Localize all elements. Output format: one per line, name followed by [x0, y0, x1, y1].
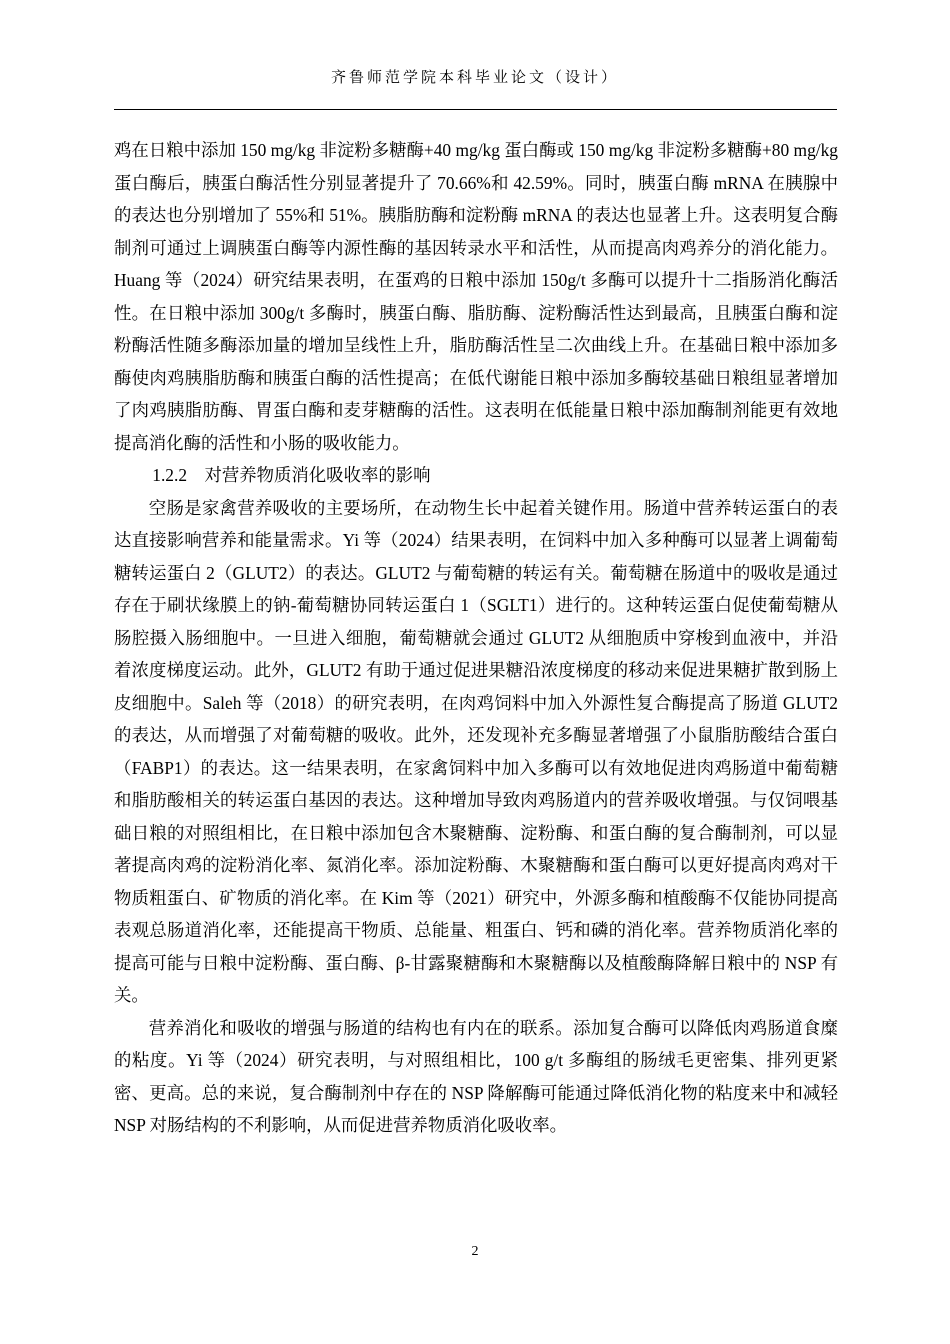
- paragraph-intestinal-structure: 营养消化和吸收的增强与肠道的结构也有内在的联系。添加复合酶可以降低肉鸡肠道食糜的粘度。Yi 等（2024）研究表明，与对照组相比，100 g/t 多酶组的肠绒毛更密集、排列更紧密、更高。总的来说，复合酶制剂中存在的 NSP 降解酶可能通过降低消化物的粘度来中和减轻 NSP 对肠结构的不利影响，从而促进营养物质消化吸收率。: [114, 1017, 838, 1135]
- paragraph-continued: 鸡在日粮中添加 150 mg/kg 非淀粉多糖酶+40 mg/kg 蛋白酶或 150 mg/kg 非淀粉多糖酶+80 mg/kg 蛋白酶后，胰蛋白酶活性分别显著提升了 70.66%和 42.59%。同时，胰蛋白酶 mRNA 在胰腺中的表达也分别增加了 55%和 51%。胰脂肪酶和淀粉酶 mRNA 的表达也显著上升。这表明复合酶制剂可通过上调胰蛋白酶等内源性酶的基因转录水平和活性，从而提高肉鸡养分的消化能力。Huang 等（2024）研究结果表明，在蛋鸡的日粮中添加 150g/t 多酶可以提升十二指肠消化酶活性。在日粮中添加 300g/t 多酶时，胰蛋白酶、脂肪酶、淀粉酶活性达到最高，且胰蛋白酶和淀粉酶活性随多酶添加量的增加呈线性上升，脂肪酶活性呈二次曲线上升。在基础日粮中添加多酶使肉鸡胰脂肪酶和胰蛋白酶的活性提高；在低代谢能日粮中添加多酶较基础日粮组显著增加了肉鸡胰脂肪酶、胃蛋白酶和麦芽糖酶的活性。这表明在低能量日粮中添加酶制剂能更有效地提高消化酶的活性和小肠的吸收能力。: [114, 140, 838, 453]
- running-header-title: 齐鲁师范学院本科毕业论文（设计）: [330, 70, 619, 86]
- section-heading: 1.2.2 对营养物质消化吸收率的影响: [152, 465, 431, 485]
- header-divider: [114, 109, 837, 110]
- body-text: [114, 134, 838, 1142]
- page-number: 2: [471, 1244, 479, 1259]
- paragraph-nutrient-absorption: 空肠是家禽营养吸收的主要场所，在动物生长中起着关键作用。肠道中营养转运蛋白的表达直接影响营养和能量需求。Yi 等（2024）结果表明，在饲料中加入多种酶可以显著上调葡萄糖转运蛋白 2（GLUT2）的表达。GLUT2 与葡萄糖的转运有关。葡萄糖在肠道中的吸收是通过存在于刷状缘膜上的钠-葡萄糖协同转运蛋白 1（SGLT1）进行的。这种转运蛋白促使葡萄糖从肠腔摄入肠细胞中。一旦进入细胞，葡萄糖就会通过 GLUT2 从细胞质中穿梭到血液中，并沿着浓度梯度运动。此外，GLUT2 有助于通过促进果糖沿浓度梯度的移动来促进果糖扩散到肠上皮细胞中。Saleh 等（2018）的研究表明，在肉鸡饲料中加入外源性复合酶提高了肠道 GLUT2 的表达，从而增强了对葡萄糖的吸收。此外，还发现补充多酶显著增强了小鼠脂肪酸结合蛋白（FABP1）的表达。这一结果表明，在家禽饲料中加入多酶可以有效地促进肉鸡肠道中葡萄糖和脂肪酸相关的转运蛋白基因的表达。这种增加导致肉鸡肠道内的营养吸收增强。与仅饲喂基础日粮的对照组相比，在日粮中添加包含木聚糖酶、淀粉酶、和蛋白酶的复合酶制剂，可以显著提高肉鸡的淀粉消化率、氮消化率。添加淀粉酶、木聚糖酶和蛋白酶可以更好提高肉鸡对干物质粗蛋白、矿物质的消化率。在 Kim 等（2021）研究中，外源多酶和植酸酶不仅能协同提高表观总肠道消化率，还能提高干物质、总能量、粗蛋白、钙和磷的消化率。营养物质消化率的提高可能与日粮中淀粉酶、蛋白酶、β-甘露聚糖酶和木聚糖酶以及植酸酶降解日粮中的 NSP 有关。: [114, 497, 838, 1005]
